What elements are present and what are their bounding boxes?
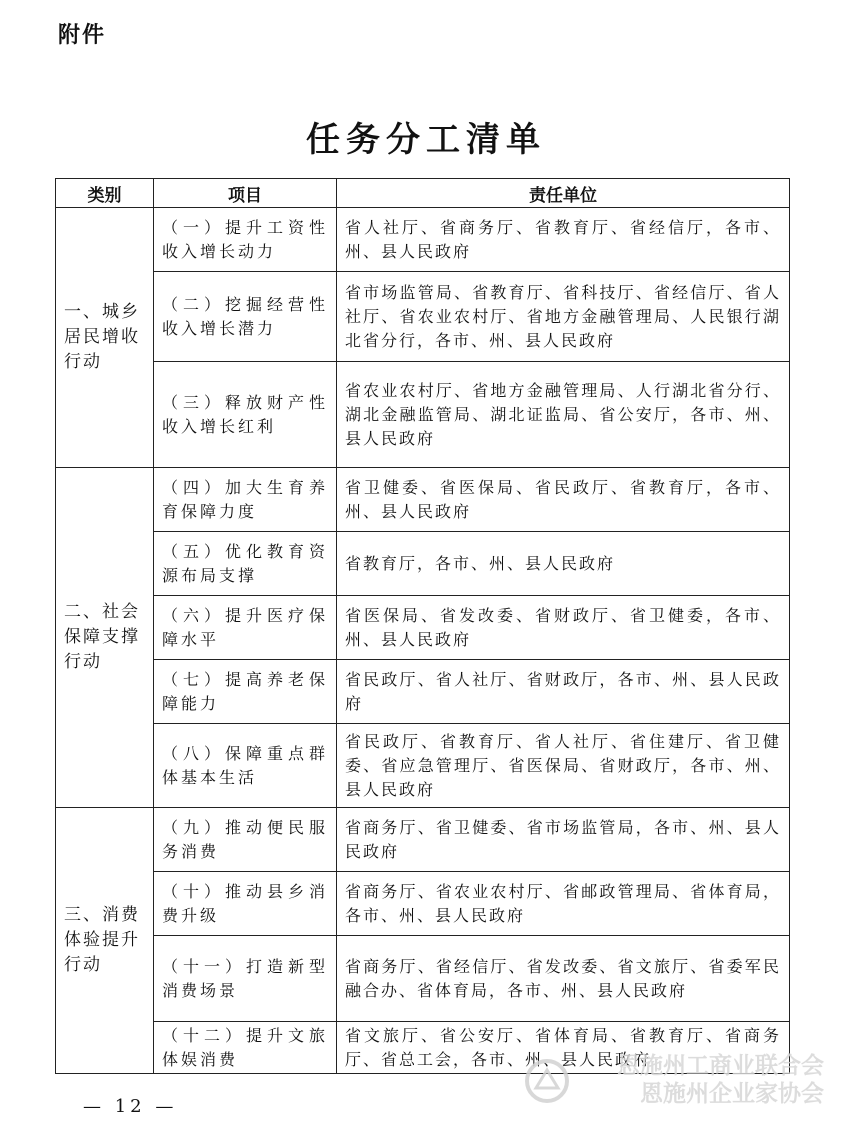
table-row [56, 208, 790, 272]
watermark [524, 1052, 824, 1110]
project-cell: （十）推动县乡消费升级 [154, 872, 337, 936]
unit-cell: 省商务厅、省农业农村厅、省邮政管理局、省体育局，各市、州、县人民政府 [337, 872, 790, 936]
watermark-line-1: 恩施州工商业联合会 [617, 1053, 824, 1079]
unit-cell: 省民政厅、省教育厅、省人社厅、省住建厅、省卫健委、省应急管理厅、省医保局、省财政厅，各市、州、县人民政府 [337, 724, 790, 808]
project-cell: （七）提高养老保障能力 [154, 660, 337, 724]
federation-logo-icon [524, 1058, 570, 1104]
page-title: 任务分工清单 [306, 120, 546, 160]
project-cell: （十二）提升文旅体娱消费 [154, 1022, 337, 1074]
column-header-project: 项目 [154, 179, 337, 208]
project-cell: （十一）打造新型消费场景 [154, 936, 337, 1022]
unit-cell: 省文旅厅、省公安厅、省体育局、省教育厅、省商务厅、省总工会，各市、州、县人民政府 [337, 1022, 790, 1074]
project-cell: （九）推动便民服务消费 [154, 808, 337, 872]
table-row [56, 808, 790, 872]
task-table [55, 178, 790, 1074]
table-row [56, 936, 790, 1022]
project-cell: （二）挖掘经营性收入增长潜力 [154, 272, 337, 362]
table-header-row [56, 179, 790, 208]
unit-cell: 省教育厅，各市、州、县人民政府 [337, 532, 790, 596]
table-row [56, 596, 790, 660]
project-cell: （六）提升医疗保障水平 [154, 596, 337, 660]
project-cell: （三）释放财产性收入增长红利 [154, 362, 337, 468]
page-number: — 12 — [83, 1096, 178, 1117]
table-row [56, 362, 790, 468]
watermark-line-2: 恩施州企业家协会 [640, 1081, 824, 1107]
column-header-unit: 责任单位 [337, 179, 790, 208]
table-row [56, 872, 790, 936]
unit-cell: 省农业农村厅、省地方金融管理局、人行湖北省分行、湖北金融监管局、湖北证监局、省公安厅，各市、州、县人民政府 [337, 362, 790, 468]
attachment-label: 附件 [58, 23, 107, 48]
unit-cell: 省市场监管局、省教育厅、省科技厅、省经信厅、省人社厅、省农业农村厅、省地方金融管理局、人民银行湖北省分行，各市、州、县人民政府 [337, 272, 790, 362]
project-cell: （四）加大生育养育保障力度 [154, 468, 337, 532]
table-row [56, 272, 790, 362]
table-row [56, 724, 790, 808]
table-row [56, 660, 790, 724]
category-cell: 三、消费 体验提升 行动 [56, 808, 154, 1074]
unit-cell: 省人社厅、省商务厅、省教育厅、省经信厅，各市、州、县人民政府 [337, 208, 790, 272]
unit-cell: 省商务厅、省卫健委、省市场监管局，各市、州、县人民政府 [337, 808, 790, 872]
column-header-category: 类别 [56, 179, 154, 208]
category-cell: 一、城乡 居民增收 行动 [56, 208, 154, 468]
project-cell: （八）保障重点群体基本生活 [154, 724, 337, 808]
unit-cell: 省医保局、省发改委、省财政厅、省卫健委，各市、州、县人民政府 [337, 596, 790, 660]
category-cell: 二、社会 保障支撑 行动 [56, 468, 154, 808]
project-cell: （五）优化教育资源布局支撑 [154, 532, 337, 596]
table-row [56, 468, 790, 532]
table-row [56, 532, 790, 596]
unit-cell: 省卫健委、省医保局、省民政厅、省教育厅，各市、州、县人民政府 [337, 468, 790, 532]
unit-cell: 省商务厅、省经信厅、省发改委、省文旅厅、省委军民融合办、省体育局，各市、州、县人民政府 [337, 936, 790, 1022]
unit-cell: 省民政厅、省人社厅、省财政厅，各市、州、县人民政府 [337, 660, 790, 724]
project-cell: （一）提升工资性收入增长动力 [154, 208, 337, 272]
